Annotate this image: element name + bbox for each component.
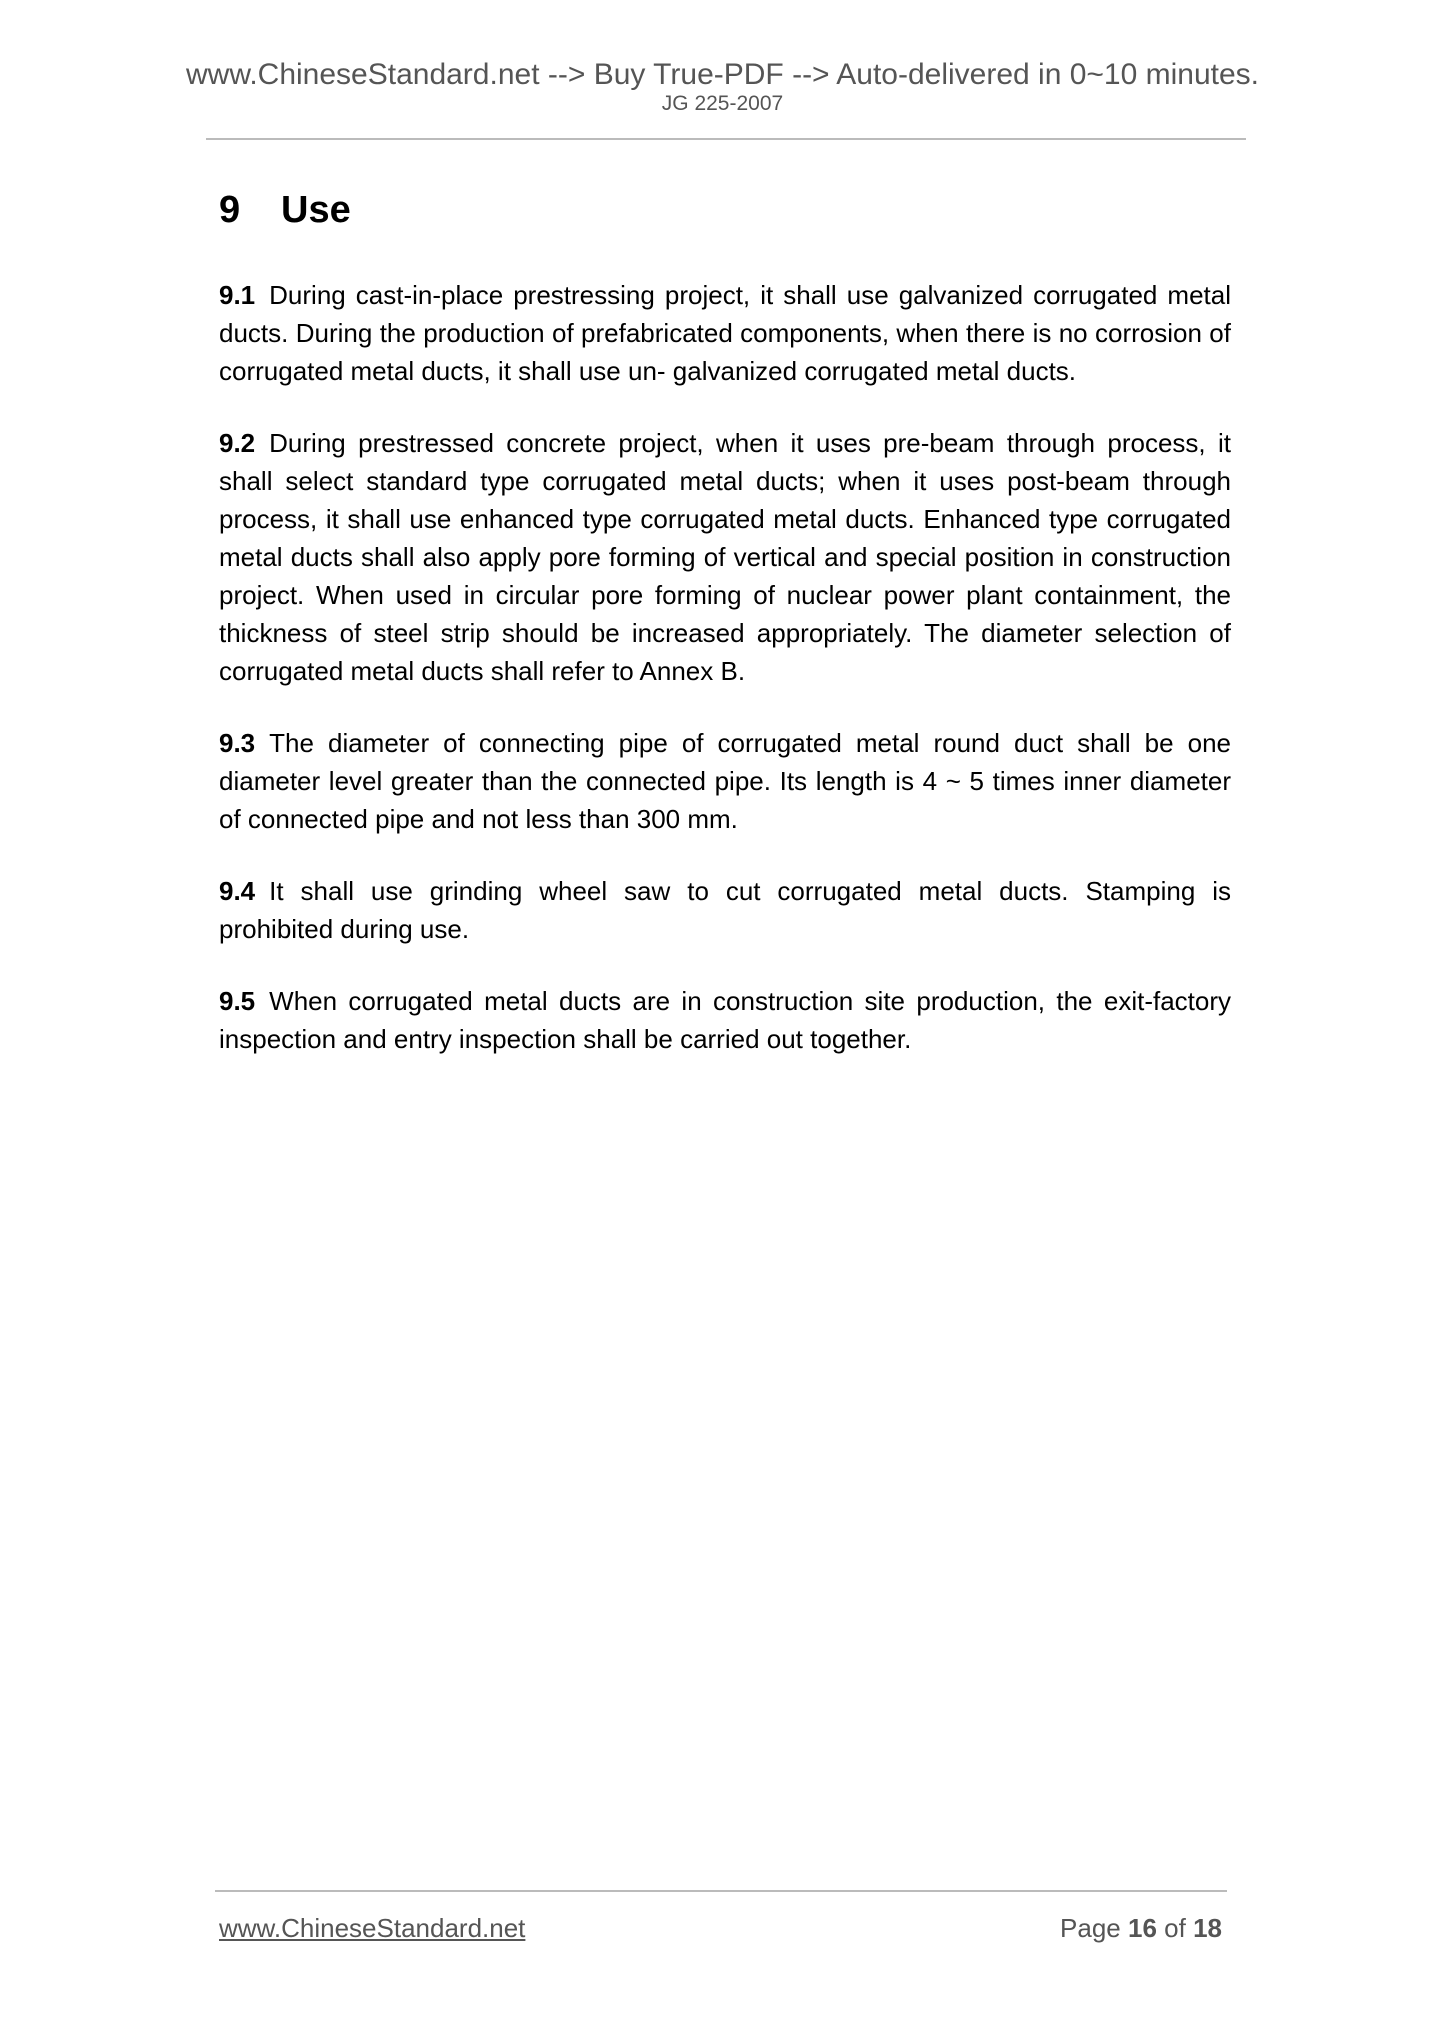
header-divider [206,138,1246,140]
section-title: Use [281,189,351,231]
section-heading [219,188,351,232]
clause-9-1 [219,276,1231,390]
clause-9-2 [219,424,1231,690]
page-total: 18 [1193,1913,1222,1943]
footer-website-link[interactable]: www.ChineseStandard.net [219,1913,526,1943]
clause-text: When corrugated metal ducts are in construction site production, the exit-factory inspection and entry inspection shall be carried out together. [219,986,1231,1054]
clause-number: 9.1 [219,280,256,310]
page-indicator [1060,1912,1222,1944]
page-label: Page [1060,1913,1121,1943]
clause-number: 9.3 [219,728,256,758]
clause-9-3 [219,724,1231,838]
header-banner: www.ChineseStandard.net --> Buy True-PDF --> Auto-delivered in 0~10 minutes. [185,58,1260,91]
clause-text: It shall use grinding wheel saw to cut corrugated metal ducts. Stamping is prohibited during use. [219,876,1231,944]
section-body [219,276,1231,1092]
page-current: 16 [1128,1913,1157,1943]
clause-number: 9.5 [219,986,256,1016]
clause-9-4 [219,872,1231,948]
clause-text: During cast-in-place prestressing project, it shall use galvanized corrugated metal ducts. During the production of prefabricated components, when there is no corrosion of corrugated metal ducts, it shall use un- galvanized corrugated metal ducts. [219,280,1231,386]
clause-number: 9.4 [219,876,256,906]
clause-9-5 [219,982,1231,1058]
clause-text: The diameter of connecting pipe of corrugated metal round duct shall be one diameter level greater than the connected pipe. Its length is 4 ~ 5 times inner diameter of connected pipe and not less than 300 mm. [219,728,1231,834]
of-label: of [1164,1913,1186,1943]
clause-number: 9.2 [219,428,256,458]
standard-number: JG 225-2007 [661,92,784,115]
clause-text: During prestressed concrete project, when it uses pre-beam through process, it shall select standard type corrugated metal ducts; when it uses post-beam through process, it shall use enhanced type corrugated metal ducts. Enhanced type corrugated metal ducts shall also apply pore forming of vertical and special position in construction project. When used in circular pore forming of nuclear power plant containment, the thickness of steel strip should be increased appropriately. The diameter selection of corrugated metal ducts shall refer to Annex B. [219,428,1231,686]
footer-divider [215,1890,1227,1892]
section-number: 9 [219,189,241,231]
